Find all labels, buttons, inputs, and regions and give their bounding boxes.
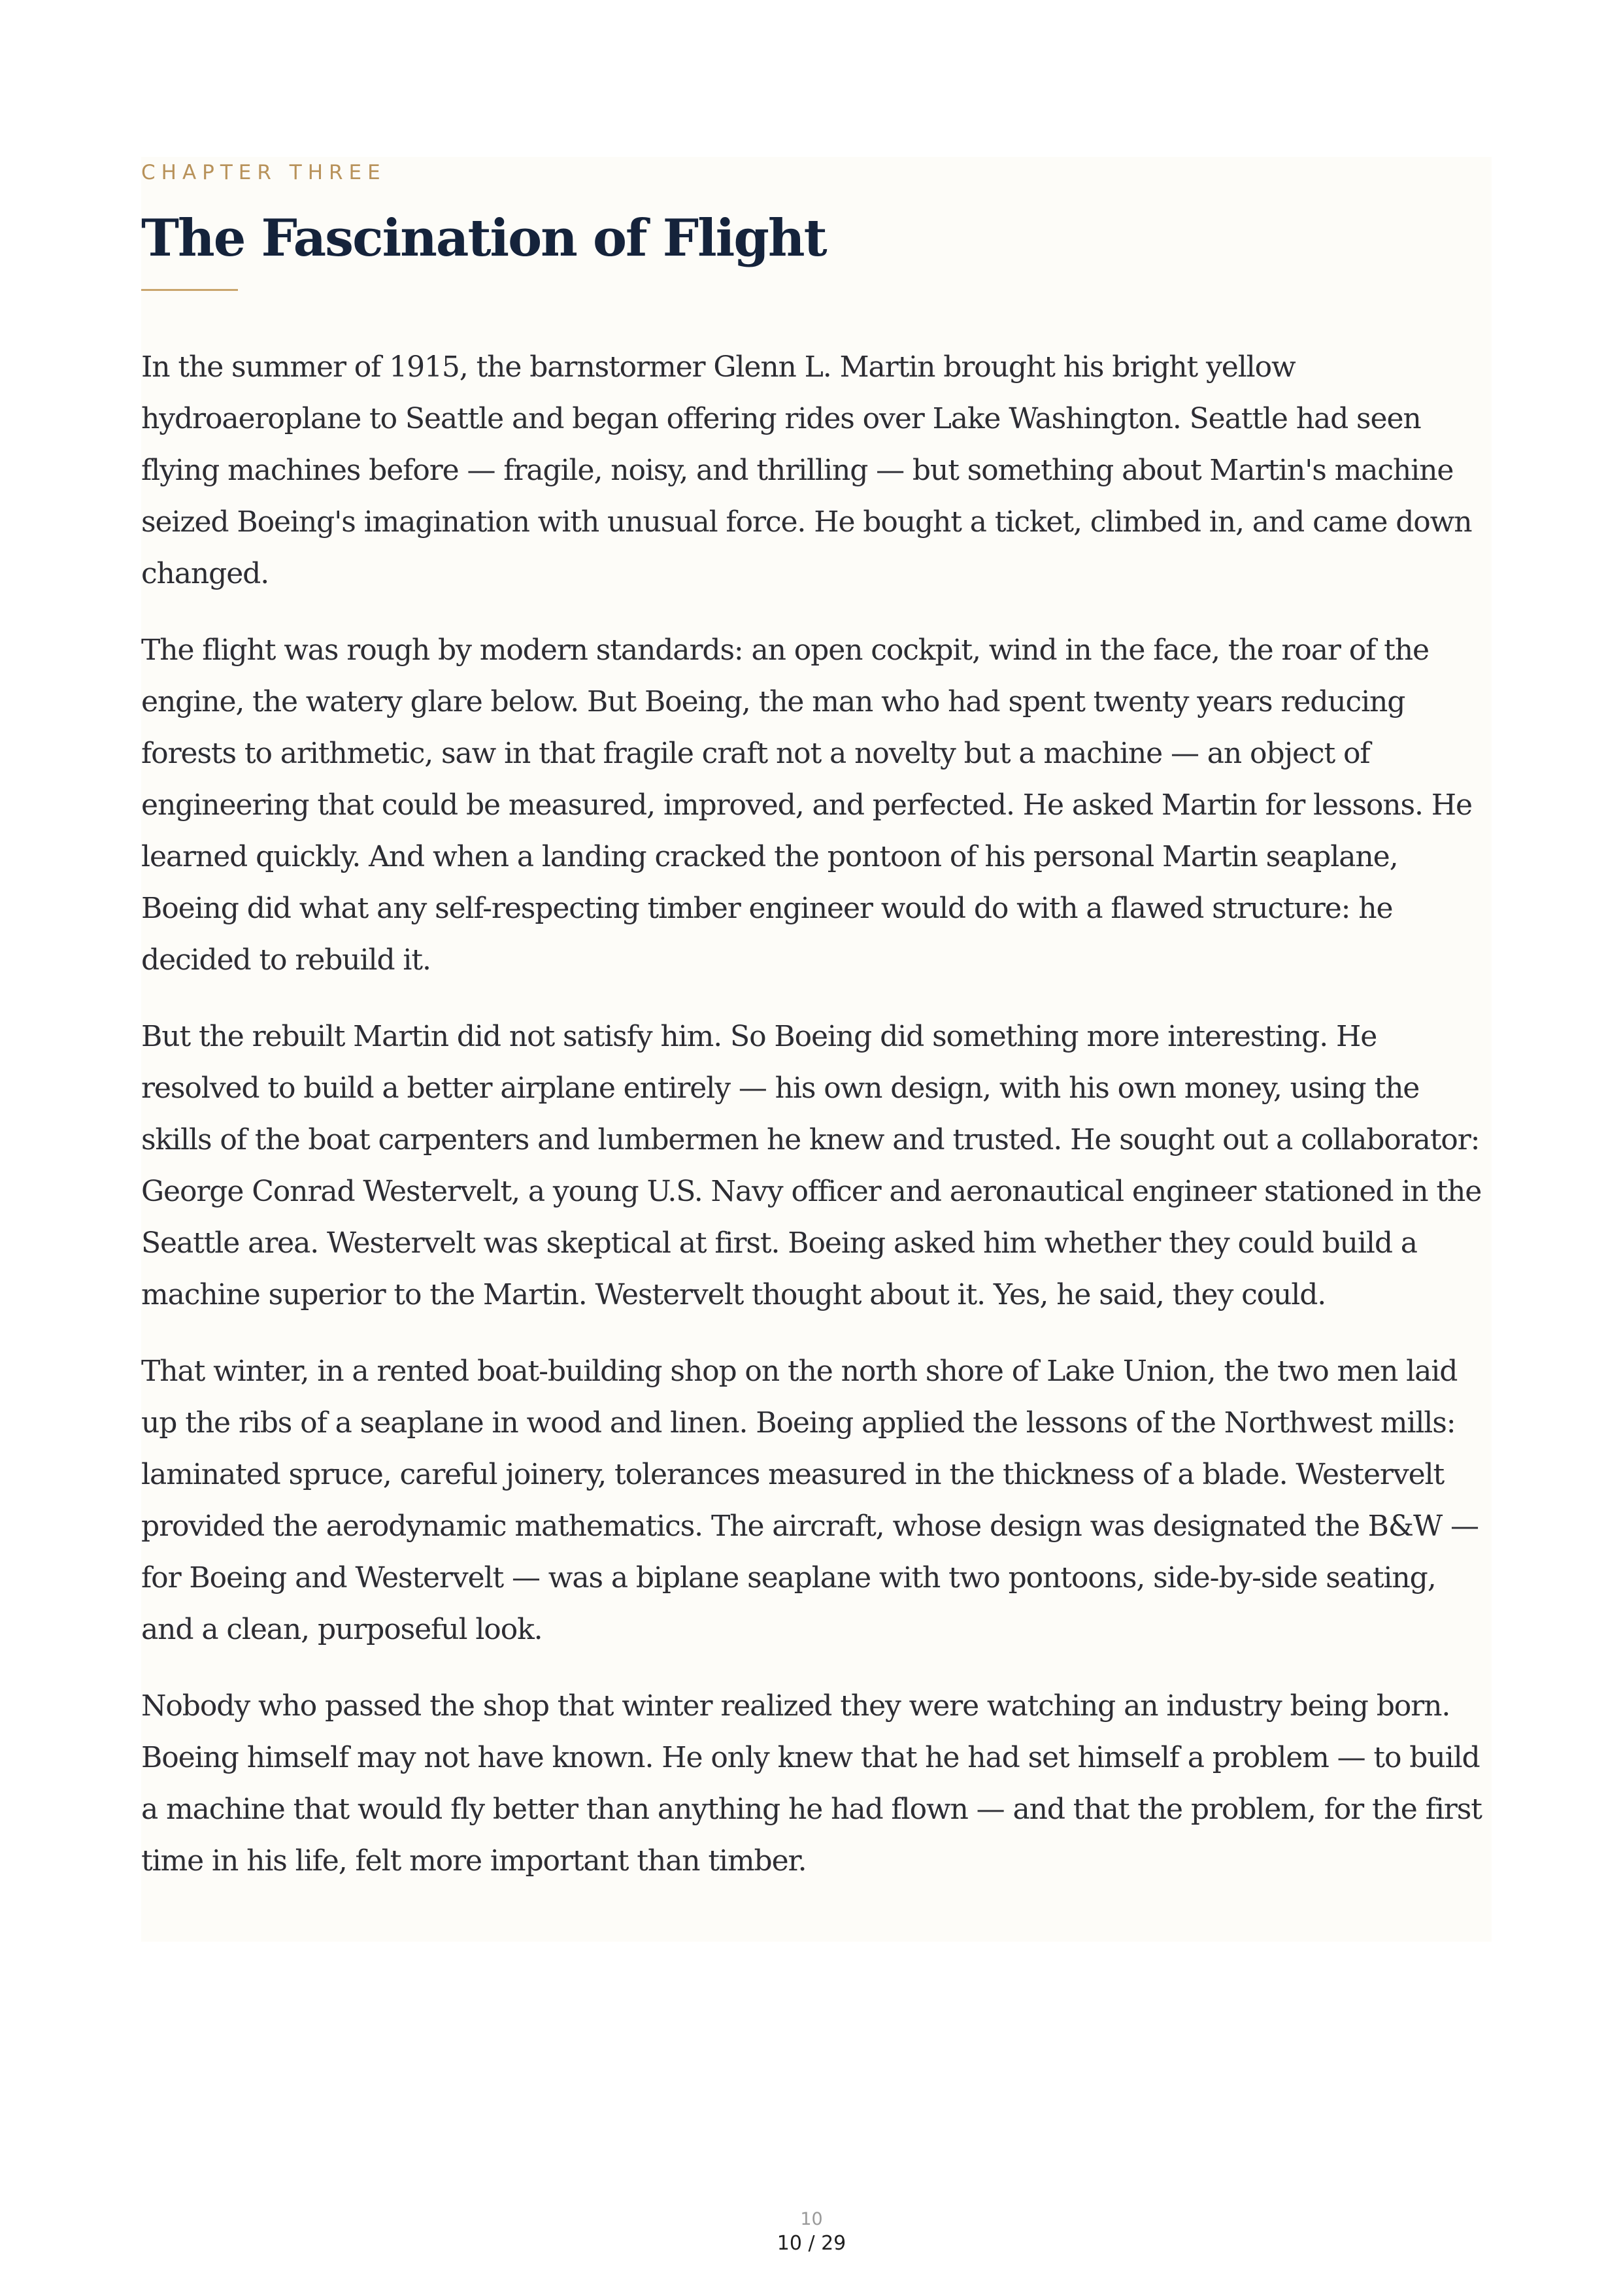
chapter-label: CHAPTER THREE — [141, 161, 386, 184]
chapter-title: The Fascination of Flight — [141, 209, 826, 268]
page-number: 10 — [800, 2209, 823, 2229]
paragraph-4: That winter, in a rented boat-building shop on the north shore of Lake Union, the two men laid up the ribs of a seaplane in wood and linen. Boeing applied the lessons of the Northwest mills: laminated spruce, careful joinery, tolerances measured in the thickness of a blade. Westervelt provided the aerodynamic mathematics. The aircraft, whose design was designated the B&W — for Boeing and Westervelt — was a biplane seaplane with two pontoons, side-by-side seating, and a clean, purposeful look. — [141, 1355, 1479, 1646]
title-divider — [141, 289, 238, 291]
paragraph-3: But the rebuilt Martin did not satisfy him. So Boeing did something more interesting. He resolved to build a better airplane entirely — his own design, with his own money, using the skills of the boat carpenters and lumbermen he knew and trusted. He sought out a collaborator: George Conrad Westervelt, a young U.S. Navy officer and aeronautical engineer stationed in the Seattle area. Westervelt was skeptical at first. Boeing asked him whether they could build a machine superior to the Martin. Westervelt thought about it. Yes, he said, they could. — [141, 1020, 1482, 1311]
paragraph-5: Nobody who passed the shop that winter realized they were watching an industry being born. Boeing himself may not have known. He only knew that he had set himself a problem — to build a machine that would fly better than anything he had flown — and that the problem, for the first time in his life, felt more important than timber. — [141, 1689, 1482, 1878]
page-counter: 10 / 29 — [777, 2232, 846, 2255]
paragraph-2: The flight was rough by modern standards: an open cockpit, wind in the face, the roar of the engine, the watery glare below. But Boeing, the man who had spent twenty years reducing forests to arithmetic, saw in that fragile craft not a novelty but a machine — an object of engineering that could be measured, improved, and perfected. He asked Martin for lessons. He learned quickly. And when a landing cracked the pontoon of his personal Martin seaplane, Boeing did what any self-respecting timber engineer would do with a flawed structure: he decided to rebuild it. — [141, 633, 1472, 977]
chapter-body — [141, 341, 1494, 1912]
paragraph-1: In the summer of 1915, the barnstormer Glenn L. Martin brought his bright yellow hydroaeroplane to Seattle and began offering rides over Lake Washington. Seattle had seen flying machines before — fragile, noisy, and thrilling — but something about Martin's machine seized Boeing's imagination with unusual force. He bought a ticket, climbed in, and came down changed. — [141, 350, 1472, 590]
